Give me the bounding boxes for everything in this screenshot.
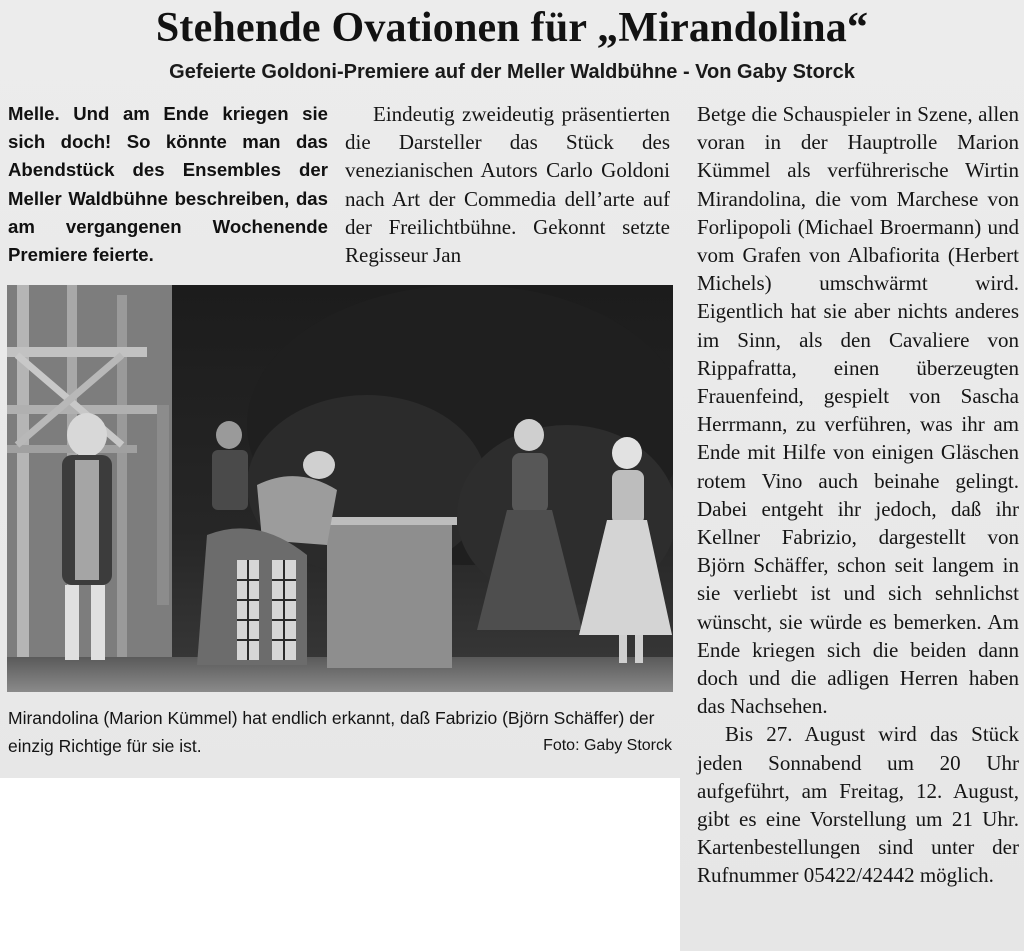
article-column-2 (345, 100, 670, 269)
photo-credit: Foto: Gaby Storck (543, 737, 672, 754)
column-3-paragraph-2: Bis 27. August wird das Stück jeden Sonnabend um 20 Uhr aufgeführt, am Freitag, 12. August, gibt es eine Vorstellung um 21 Uhr. Kartenbestellungen sind unter der Rufnummer 05422/42442 möglich. (697, 722, 1019, 888)
photo-caption (8, 704, 672, 760)
column-2-text: Eindeutig zweideutig präsentierten die Darsteller das Stück des venezianischen Autors Carlo Goldoni nach Art der Commedia dell’arte auf der Freilichtbühne. Gekonnt setzte Regisseur Jan (345, 102, 670, 268)
blank-margin (0, 778, 680, 951)
subheadline: Gefeierte Goldoni-Premiere auf der Meller Waldbühne - Von Gaby Storck (169, 61, 855, 83)
article-column-3 (697, 100, 1019, 890)
column-3-paragraph-1: Betge die Schauspieler in Szene, allen voran in der Hauptrolle Marion Kümmel als verführerische Wirtin Mirandolina, die vom Marchese von Forlipopoli (Michael Broermann) und vom Grafen von Albafiorita (Herbert Michels) umschwärmt wird. Eigentlich hat sie aber nichts anderes im Sinn, als den Cavaliere von Rippafratta, einen überzeugten Frauenfeind, gespielt von Sascha Herrmann, zu verführen, was ihr am Ende mit Hilfe von einigen Gläschen rotem Vino auch beinahe gelingt. Dabei entgeht ihr jedoch, daß ihr Kellner Fabrizio, dargestellt von Björn Schäffer, schon seit langem in sie verliebt ist und sich sehnlichst wünscht, sie würde es bemerken. Am Ende kriegen sich die beiden dann doch und die adligen Herren haben das Nachsehen. (697, 102, 1019, 719)
caption-text: Mirandolina (Marion Kümmel) hat endlich erkannt, daß Fabrizio (Björn Schäffer) der einzig Richtige für sie ist. (8, 708, 655, 756)
headline: Stehende Ovationen für „Mirandolina“ (155, 5, 869, 51)
stage-photo (7, 285, 673, 692)
lead-paragraph: Melle. Und am Ende kriegen sie sich doch! So könnte man das Abendstück des Ensembles der Meller Waldbühne beschreiben, das am vergangenen Wochenende Premiere feierte. (8, 103, 328, 266)
